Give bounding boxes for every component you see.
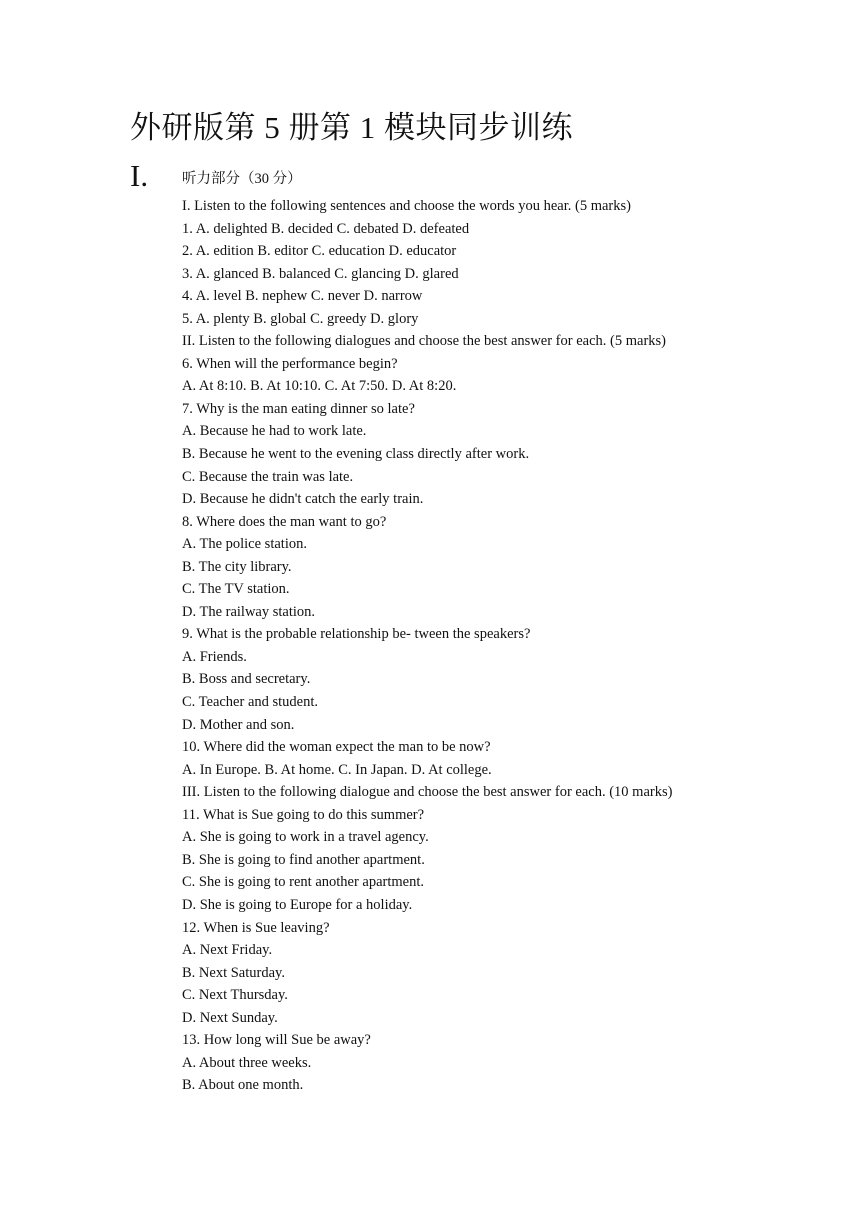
text-line: B. Because he went to the evening class directly after work. <box>182 446 530 463</box>
text-line: 12. When is Sue leaving? <box>182 919 330 936</box>
text-line: 10. Where did the woman expect the man to be now? <box>182 739 491 756</box>
text-line: A. About three weeks. <box>182 1054 312 1071</box>
text-line: D. Mother and son. <box>182 716 295 733</box>
text-line: C. The TV station. <box>182 581 290 598</box>
text-line: D. The railway station. <box>182 603 316 620</box>
question-list <box>182 195 842 1097</box>
text-line: A. At 8:10. B. At 10:10. C. At 7:50. D. At 8:20. <box>182 378 457 395</box>
text-line: B. Next Saturday. <box>182 964 285 981</box>
text-line: 3. A. glanced B. balanced C. glancing D. glared <box>182 265 459 282</box>
text-line: D. Because he didn't catch the early train. <box>182 491 424 508</box>
text-line: D. She is going to Europe for a holiday. <box>182 896 413 913</box>
text-line: 13. How long will Sue be away? <box>182 1032 371 1049</box>
text-line: II. Listen to the following dialogues and choose the best answer for each. (5 marks) <box>182 333 666 350</box>
text-line: D. Next Sunday. <box>182 1009 278 1026</box>
section-number: I. <box>130 158 149 193</box>
text-line: A. In Europe. B. At home. C. In Japan. D. At college. <box>182 761 492 778</box>
text-line: 5. A. plenty B. global C. greedy D. glory <box>182 310 419 327</box>
text-line: III. Listen to the following dialogue and choose the best answer for each. (10 marks) <box>182 784 673 801</box>
text-line: C. Next Thursday. <box>182 987 288 1004</box>
text-line: B. The city library. <box>182 558 292 575</box>
text-line: A. The police station. <box>182 536 307 553</box>
text-line: A. Next Friday. <box>182 942 273 959</box>
text-line: C. Teacher and student. <box>182 694 319 711</box>
text-line: 4. A. level B. nephew C. never D. narrow <box>182 288 423 305</box>
text-line: 11. What is Sue going to do this summer? <box>182 806 425 823</box>
text-line: C. Because the train was late. <box>182 468 354 485</box>
text-line: B. She is going to find another apartment. <box>182 851 425 868</box>
text-line: B. Boss and secretary. <box>182 671 311 688</box>
text-line: B. About one month. <box>182 1077 304 1094</box>
text-line: I. Listen to the following sentences and choose the words you hear. (5 marks) <box>182 198 631 214</box>
section-heading: 听力部分（30 分） <box>182 171 302 187</box>
text-line: A. Because he had to work late. <box>182 423 367 440</box>
text-line: 1. A. delighted B. decided C. debated D. defeated <box>182 220 470 237</box>
text-line: C. She is going to rent another apartment. <box>182 874 425 891</box>
document-title: 外研版第 5 册第 1 模块同步训练 <box>130 110 573 145</box>
text-line: 8. Where does the man want to go? <box>182 513 387 530</box>
text-line: 7. Why is the man eating dinner so late? <box>182 400 415 417</box>
text-line: A. Friends. <box>182 648 247 665</box>
text-line: 9. What is the probable relationship be- tween the speakers? <box>182 626 531 643</box>
text-line: 6. When will the performance begin? <box>182 355 398 372</box>
text-line: A. She is going to work in a travel agency. <box>182 829 429 846</box>
text-line: 2. A. edition B. editor C. education D. educator <box>182 243 457 260</box>
